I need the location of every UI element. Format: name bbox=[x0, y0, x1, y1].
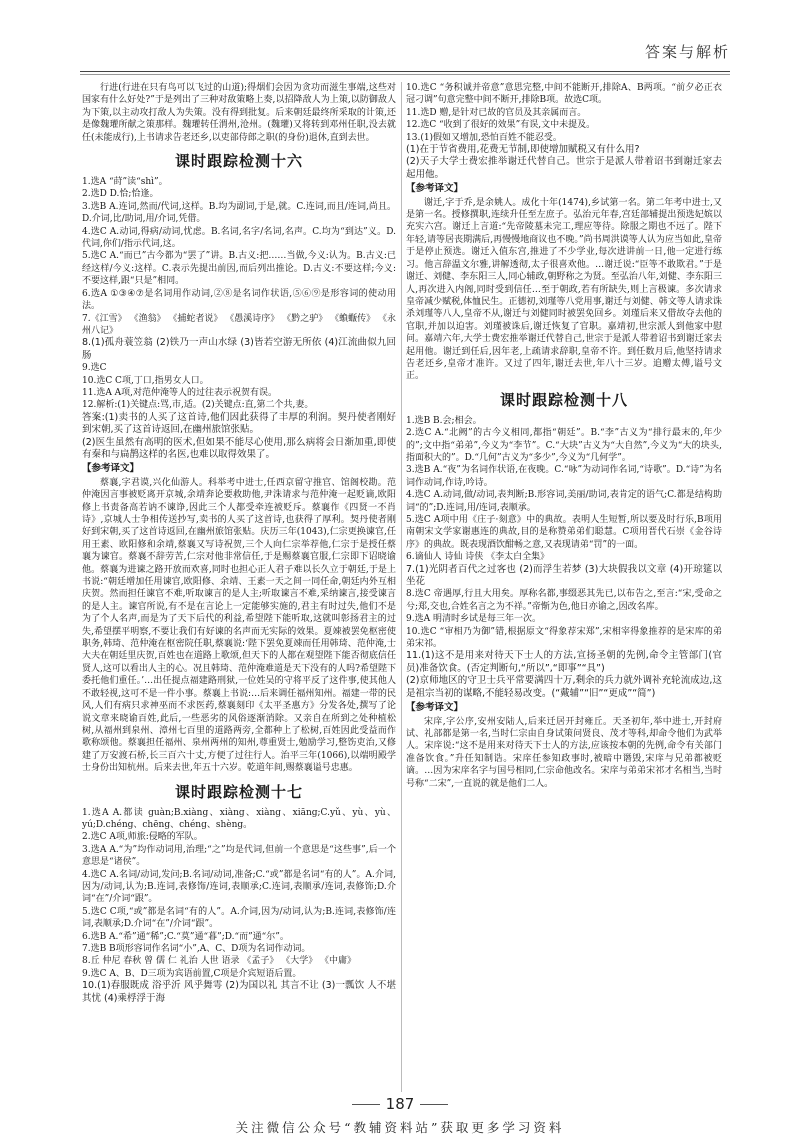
section-title-16: 课时跟踪检测十六 bbox=[174, 152, 303, 171]
left-column bbox=[82, 82, 396, 1092]
answer-item: 2.选C A.“北阙”的古今义相同,都指“朝廷”。B.“李”古义为“排行最末的,年少的”;文中指“弟弟”,今义为“李节”。C.“大块”古义为“大自然”,今义为“大的块头,指面积大的”。D.“几何”古义为“多少”,今义为“几何学”。 bbox=[406, 428, 722, 463]
answer-item: 9.选C A、B、D三项为宾语前置,C项是介宾短语后置。 bbox=[82, 968, 302, 979]
header-label: 答案与解析 bbox=[644, 43, 730, 61]
answer-item: 5.选C A项中用《庄子·刻意》中的典故。表明人生短暂,所以要及时行乐,B项用南朝宋文学家谢惠连的典故,目的是称赞弟弟们聪慧。C项用晋代石崇《金谷诗序》的典故。既表现酒饮酣畅之意,又表现请弟“罚”的一面。 bbox=[406, 515, 722, 550]
answer-item: 4.选C A.动词,得病/动词,忧虑。B.名词,名字/名词,名声。C.均为“到达”义。D.代词,你们/指示代词,这。 bbox=[82, 226, 396, 250]
answer-item: 8.选C 帝遇厚,行且大用矣。厚称名都,事缀恶其先已,以布告之,至言:“宋,受命之兮;郑,交也,合姓名言之为不祥。”帝惭为色,他日亦谕之,因改名库。 bbox=[406, 589, 722, 612]
answer-item: 6.选A ①③④⑦是名词用作动词,②⑧是名词作状语,⑤⑥⑨是形容词的使动用法。 bbox=[82, 288, 396, 312]
answer-item: 9.选C bbox=[82, 363, 107, 374]
section-title-18: 课时跟踪检测十八 bbox=[499, 390, 628, 409]
page-number: 187 bbox=[385, 1095, 415, 1113]
continuation-paragraph: 行进(行进在只有鸟可以飞过的山道);得烟们会因为贪功而滋生事端,这些对国家有什么好处?”于是列出了三种对敌策略上奏,以招降敌人为上策,以防御敌人为下策,以主动攻打敌人为失策。没有得到批复。后来朝廷最终所采取的计策,还是像魏瓘所献之策那样。魏瓘转任渭州,沧州。(魏瓘)又将转到邓州任职,没去就任(未能成行),上书请求告老还乡,以吏部侍郎之职(的身份)退休,直到去世。 bbox=[82, 83, 396, 143]
answer-item: 12.选C “收到了很好的效果”有误,文中未提及。 bbox=[406, 120, 596, 131]
answer-item: 2.选C A项,师旅:侵略的军队。 bbox=[82, 832, 203, 843]
answer-item: 10.选C “务积诚并帝意”意思完整,中间不能断开,排除A、B两项。“前夕必正衣冠刁调”句意完整中间不断开,排除B项。故选C项。 bbox=[406, 83, 722, 106]
answer-item: 6.谪仙人 诗仙 诗侠 《李太白全集》 bbox=[406, 552, 550, 563]
answer-item: 7.(1)光阴者百代之过客也 (2)而浮生若梦 (3)大块假我以文章 (4)开琼筵以坐花 bbox=[406, 563, 722, 588]
answer-item: 2.选D D.恰;恰逢。 bbox=[82, 189, 159, 200]
reference-translation-paragraph: 宋庠,字公序,安州安陆人,后来迁居开封雍丘。天圣初年,举中进士,开封府试、礼部都是第一名,当时仁宗由自身试策问贤良、茂才等科,却命令他们为武举人。宋庠说:“这不是用来对待天下士人的方法,应该按本朝的先例,命令有关部门准备饮食。”升任知制诰。宋庠任参知政事时,被暗中谮毁,宋庠与兄弟都被贬谪。…因为宋庠名字与国号相同,仁宗命他改名。宋庠与弟弟宋祁才名相当,当时号称“二宋”,一直说的就是他们二人。 bbox=[406, 716, 722, 789]
answer-item: 3.选B A.连词,然而/代词,这样。B.均为副词,于是,就。C.连词,而且/连词,尚且。D.介词,比/助词,用/介词,凭借。 bbox=[82, 201, 396, 225]
answer-item: 7.《江雪》 《渔翁》 《捕蛇者说》 《愚溪诗序》 《黔之驴》 《蝜蝂传》 《永州八记》 bbox=[82, 313, 396, 336]
answer-item: 12.解析:(1)关键点:骂,市,适。(2)关键点:直,第二个共,妻。 bbox=[82, 400, 314, 411]
reference-translation-label: 【参考译文】 bbox=[406, 702, 464, 714]
answer-item: 11.选A A项,对范仲淹等人的过往表示祝贺有误。 bbox=[82, 387, 278, 398]
answer-item: (2)天子大学士费宏推举谢迁代替自己。世宗于是派人带着诏书到谢迁家去起用他。 bbox=[406, 156, 722, 180]
answer-item: (1)在于节省费用,花费无节制,即使增加赋税又有什么用? bbox=[406, 144, 640, 156]
answer-item: 4.选C A.名词/动词,发问;B.名词/动词,准备;C.“或”都是名词“有的人”。A.介词,因为/动词,认为;B.连词,表修饰/连词,表顺承;C.连词,表顺承/连词,表修饰;D.介词“在”/介词“跟”。 bbox=[82, 869, 396, 905]
answer-item: 3.选A A.“为”均作动词用,治理;“之”均是代词,但前一个意思是“这些事”,后一个意思是“诸侯”。 bbox=[82, 844, 396, 868]
answer-item: 8.丘 仲尼 春秋 曾 儒 仁 礼治 人世 语录 《孟子》 《大学》 《中庸》 bbox=[82, 956, 357, 967]
answer-item: 6.选B A.“希”通“稀”;C.“莫”通“暮”;D.“而”通“尔”。 bbox=[82, 931, 289, 942]
answer-item: (2)京师地区的守卫士兵平常要满四十万,剩余的兵力就外调补充轮流成边,这是祖宗当初的谋略,不能轻易改变。(“戴辅”“旧”“更成”“简”) bbox=[406, 675, 722, 699]
answer-item: 11.选D 赠,是针对已故的官员及其亲属而言。 bbox=[406, 107, 587, 118]
right-column bbox=[406, 82, 722, 1092]
section-title-17: 课时跟踪检测十七 bbox=[174, 782, 303, 801]
answer-item: 13.(1)假如又增加,恐怕百姓不能忍受。 bbox=[406, 132, 562, 143]
reference-translation-label: 【参考译文】 bbox=[82, 463, 140, 475]
page-number-row bbox=[0, 1095, 800, 1113]
answer-item: 10.选C “审相乃为御”错,根据原文“得象荐宋郑”,宋相宰得象推荐的是宋库的弟弟宋祁。 bbox=[406, 626, 722, 650]
reference-translation-paragraph: 蔡襄,字君谟,兴化仙游人。科举考中进士,任西京留守推官、馆阁校勘。范仲淹因言事被贬离开京城,余靖奔论要救助他,尹洙请求与范仲淹一起贬谪,欧阳修上书责备高若讷不谏诤,因此三个人都受牵连被贬斥。蔡襄作《四贤一不肖诗》,京城人士争相传送抄写,卖书的人买了这首诗,也获得了厚利。契丹使者刚好到宋朝,买了这首诗返回,在幽州旅馆张贴。庆历三年(1043),仁宗更换谏官,任用王素、欧阳修和余靖,蔡襄又写诗祝贺,三个人向仁宗举荐他,仁宗于是授任蔡襄为谏官。蔡襄不辞劳苦,仁宗对他非常信任,于是赐蔡襄官服,仁宗即下诏晓谕他。蔡襄为进谏之路开放而欢喜,同时也担心正人君子难以长久立于朝廷,于是上书说:“朝廷增加任用谏官,欧阳修、余靖、王素一天之间一同任命,朝廷内外互相庆贺。然而担任谏官不难,听取谏言的是人主;听取谏言不难,采纳谏言,接受谏言的是人主。谏官所说,有不是在言论上一定能够实施的,君主有时过失,他们不是为了个人名声,而是为了天下后代的利益,希望陛下能听取,这就叫彰扬君主的过失,希望摆平明察,不要让我们有好谏的名声而无实际的效果。夏竦被罢免枢密使职务,韩琦、范仲淹在枢密院任职,蔡襄说:‘陛下罢免夏竦而任用韩琦、范仲淹,士大夫在朝廷里庆贺,百姓也在道路上歌颂,但天下的人都在观望陛下能否彻底信任贤人,这可以看出人主的心。况且韩琦、范仲淹难道是天下没有的人吗?希望陛下委托他们重任。’…出任提点福建路刑狱,一位姓吴的守将平反了这件事,使其他人不敢轻视,这可不是一件小事。蔡襄上书说:…后来调任福州知州。福建一带的民风,人们有病只求神巫而不求医药,蔡襄刻印《太平圣惠方》分发各处,撰写了论说文章来晓谕百姓,此后,一些恶劣的风俗逐渐消除。又亲自在所到之处种植松树,从福州到泉州、漳州七百里的道路两旁,全都种上了松树,百姓因此受益而作歌称颂他。蔡襄担任福州、泉州两州的知州,尊重贤士,勉励学习,整饬吏治,又修建了万安渡石桥,长三百六十丈,方便了过往行人。治平三年(1066),以端明殿学士身份出知杭州。后来去世,年五十六岁。乾道年间,赐蔡襄谥号忠惠。 bbox=[82, 477, 396, 774]
answer-item: 3.选B A.“夜”为名词作状语,在夜晚。C.“咏”为动词作名词,“诗歌”。D.“诗”为名词作动词,作诗,吟诗。 bbox=[406, 465, 722, 488]
page-number-dash bbox=[352, 1104, 380, 1105]
reference-translation-label: 【参考译文】 bbox=[406, 183, 464, 195]
column-divider bbox=[401, 82, 402, 1092]
answer-item: 11.(1)这不是用来对待天下士人的方法,宣扬圣朝的先例,命令主管部门(官员)准备饮食。(否定判断句,“所以”,“即事”“具”) bbox=[406, 650, 722, 674]
answer-item: 10.(1)春服既成 浴乎沂 风乎舞雩 (2)为国以礼 其言不让 (3)一瓢饮 人不堪其忧 (4)乘桴浮于海 bbox=[82, 980, 396, 1004]
header-rule bbox=[80, 71, 730, 72]
answer-item: 1.选B B.会;相会。 bbox=[406, 415, 482, 426]
answer-item: 5.选C A.“而已”古今都为“罢了”讲。B.古义:把……当做,今义:认为。B.古义:已经这样/今义:这样。C.表示先提出前因,而后列出推论。D.古义:不要这样;今义:不要这样,跟“只是”相同。 bbox=[82, 251, 396, 287]
answer-item: 4.选C A.动词,做/动词,表判断;B.形容词,美丽/助词,表肯定的语气;C.都是结构助词“的”;D.连词,用/连词,表顺承。 bbox=[406, 490, 722, 513]
footer-note: 关注微信公众号“教辅资料站”获取更多学习资料 bbox=[235, 1120, 565, 1135]
answer-item: 1.选A A.都读 guàn;B.xiàng、xiàng、xiàng、xiāng;C.yǔ、yù、yù、yú;D.chéng、chēng、chéng、shèng。 bbox=[82, 807, 396, 830]
page-number-dash bbox=[420, 1104, 448, 1105]
answer-item: 9.选A 明清时乡试是每三年一次。 bbox=[406, 614, 541, 625]
answer-item: 7.选B B项形容词作名词“小”,A、C、D项为名词作动词。 bbox=[82, 944, 311, 954]
header-rule-thin bbox=[80, 74, 730, 75]
answer-item: 1.选A “莳”读“shì”。 bbox=[82, 177, 168, 188]
answer-item: 5.选C C项,“或”都是名词“有的人”。A.介词,因为/动词,认为;B.连词,表修饰/连词,表顺承;D.介词“在”/介词“跟”。 bbox=[82, 906, 396, 930]
answer-item: (2)医生虽然有高明的医术,但如果不能尽心使用,那么病将会日渐加重,即使有秦和与扁鹊这样的名医,也难以取得效果了。 bbox=[82, 436, 396, 460]
answer-item: 10.选C C项,丁口,指男女人口。 bbox=[82, 375, 209, 386]
reference-translation-paragraph: 谢迁,字于乔,是余姚人。成化十年(1474),乡试第一名。第二年考中进士,又是第一名。授修撰职,连续升任至左庶子。弘治元年春,宫廷部辅提出预选妃嫔以充实六宫。谢迁上言道:“先帝陵墓未完工,理应等待。除服之期也不远了。陛下年轻,请等居丧期满后,再慢慢地商议也不晚。”尚书周洪谟等人认为应当如此,皇帝于是停止预选。谢迁入值东宫,推进了不少学业,每次进讲前一日,他一定进行练习。他言辞温文尔雅,讲解透彻,太子很喜欢他。…谢迁说:“臣等不敢欺君。”于是谢迁、刘健、李东阳三人,同心辅政,朝野称之为贤。至弘治八年,刘健、李东阳三人,再次进入内阁,同时受到信任…至于朝政,若有所缺失,则上言极谏。多次请求皇帝减少赋税,体恤民生。正德初,刘瑾等八党用事,谢迁与刘健、韩文等人请求诛杀刘瑾等八人,皇帝不从,谢迁与刘健同时被罢免回乡。刘瑾后来又借故夺去他的官职,并加以迫害。刘瑾被诛后,谢迁恢复了官职。嘉靖初,世宗派人到他家中慰问。嘉靖六年,大学士费宏推举谢迁代替自己,世宗于是派人带着诏书到谢迁家去起用他。谢迁到任后,因年老,上疏请求辞职,皇帝不许。到任数月后,他坚持请求告老还乡,皇帝才准许。又过了四年,谢迁去世,年八十三岁。追赠太傅,谥号文正。 bbox=[406, 197, 722, 382]
answer-item: 8.(1)孤舟蓑笠翁 (2)铁乃一声山水绿 (3)皆若空游无所依 (4)江流曲似九回肠 bbox=[82, 337, 396, 361]
answer-item: 答案:(1)卖书的人买了这首诗,他们因此获得了丰厚的利润。契丹使者刚好到宋朝,买了这首诗返回,在幽州旅馆张贴。 bbox=[82, 411, 396, 436]
